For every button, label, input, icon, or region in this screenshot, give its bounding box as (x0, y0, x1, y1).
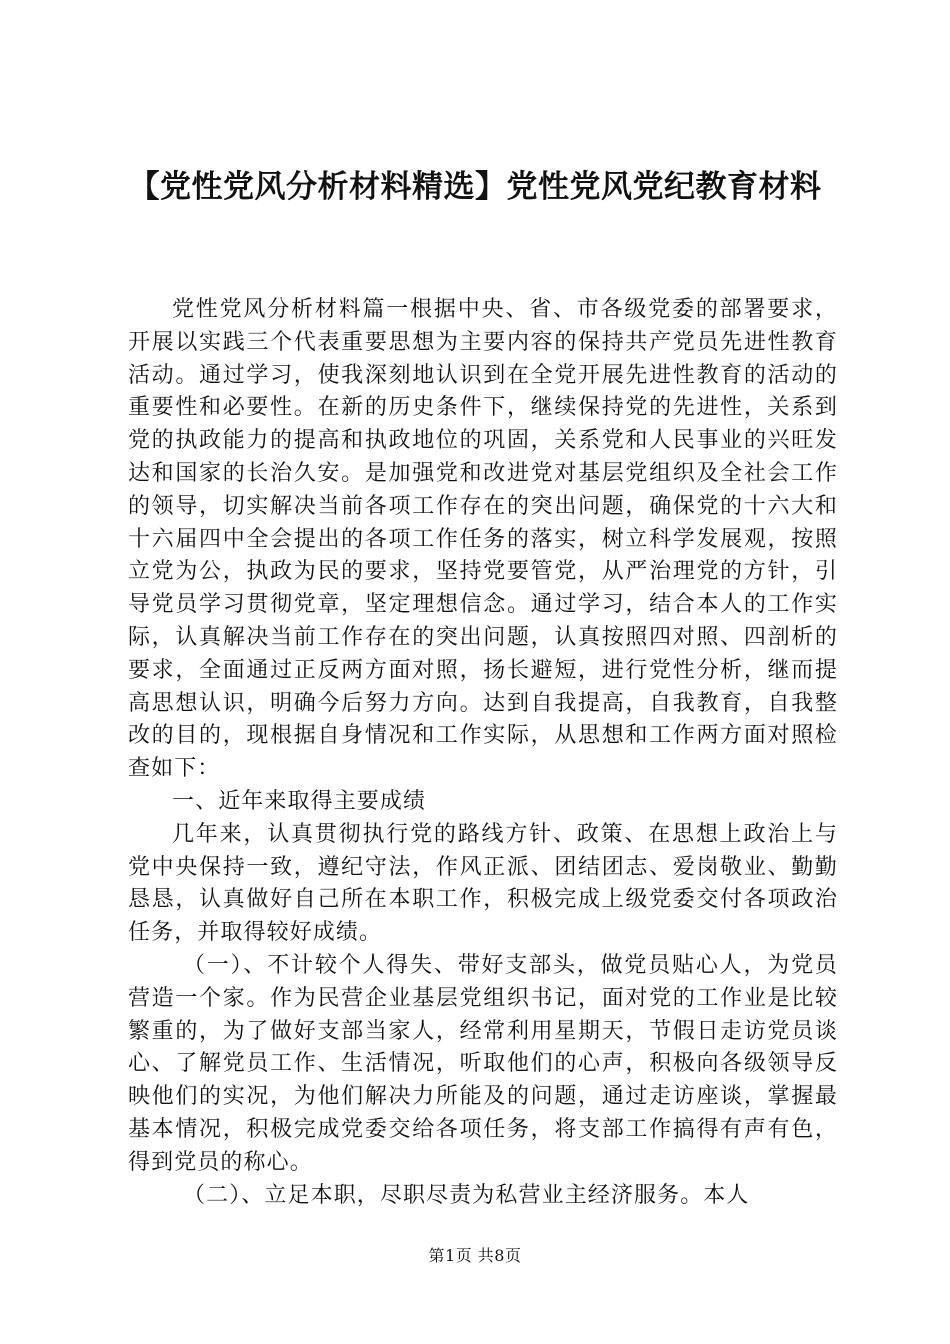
page-number-footer: 第1页 共8页 (428, 1246, 522, 1265)
document-title: 【党性党风分析材料精选】党性党风党纪教育材料 (128, 169, 822, 205)
paragraph-subsection-2: （二）、立足本职，尽职尽责为私营业主经济服务。本人 (183, 1182, 750, 1208)
document-body (128, 294, 838, 1212)
paragraph-achievements: 几年来，认真贯彻执行党的路线方针、政策、在思想上政治上与党中央保持一致，遵纪守法，作风正派、团结团志、爱岗敬业、勤勤恳恳，认真做好自己所在本职工作，积极完成上级党委交付各项政治任务，并取得较好成绩。 (128, 821, 838, 946)
paragraph-subsection-1: （一）、不计较个人得失、带好支部头，做党员贴心人，为党员营造一个家。作为民营企业基层党组织书记，面对党的工作业是比较繁重的，为了做好支部当家人，经常利用星期天，节假日走访党员谈心、了解党员工作、生活情况，听取他们的心声，积极向各级领导反映他们的实况，为他们解决力所能及的问题，通过走访座谈，掌握最基本情况，积极完成党委交给各项任务，将支部工作搞得有声有色，得到党员的称心。 (128, 952, 838, 1175)
section-heading-achievements: 一、近年来取得主要成绩 (172, 788, 427, 814)
paragraph-intro: 党性党风分析材料篇一根据中央、省、市各级党委的部署要求，开展以实践三个代表重要思想为主要内容的保持共产党员先进性教育活动。通过学习，使我深刻地认识到在全党开展先进性教育的活动的重要性和必要性。在新的历史条件下，继续保持党的先进性，关系到党的执政能力的提高和执政地位的巩固，关系党和人民事业的兴旺发达和国家的长治久安。是加强党和改进党对基层党组织及全社会工作的领导，切实解决当前各项工作存在的突出问题，确保党的十六大和十六届四中全会提出的各项工作任务的落实，树立科学发展观，按照立党为公，执政为民的要求，坚持党要管党，从严治理党的方针，引导党员学习贯彻党章，坚定理想信念。通过学习，结合本人的工作实际，认真解决当前工作存在的突出问题，认真按照四对照、四剖析的要求，全面通过正反两方面对照，扬长避短，进行党性分析，继而提高思想认识，明确今后努力方向。达到自我提高，自我教育，自我整改的目的，现根据自身情况和工作实际，从思想和工作两方面对照检查如下： (128, 297, 838, 782)
